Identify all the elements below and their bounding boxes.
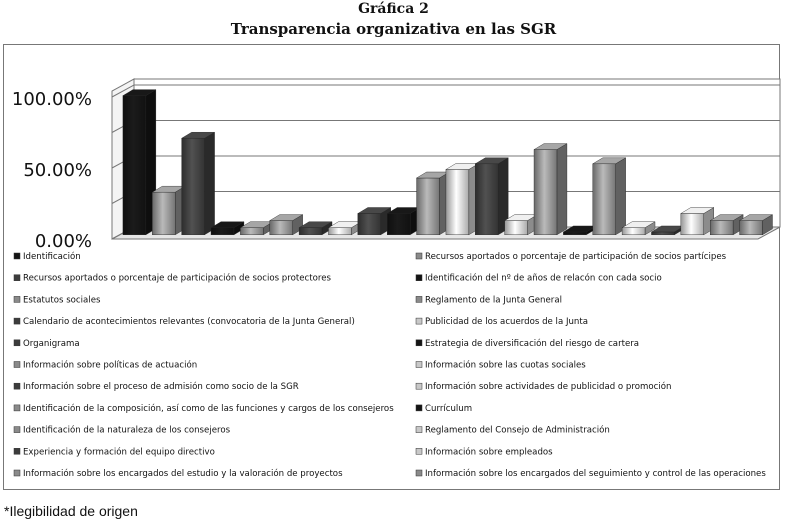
legend-label: Experiencia y formación del equipo directivo — [23, 447, 215, 458]
legend-swatch — [14, 362, 20, 368]
legend-swatch — [14, 448, 20, 454]
legend-swatch — [14, 470, 20, 476]
bar — [710, 215, 743, 235]
legend-label: Información sobre el proceso de admisión como socio de la SGR — [23, 382, 299, 393]
legend-item — [14, 446, 215, 457]
bar-front — [299, 228, 322, 235]
bar-front — [446, 169, 469, 234]
bar-front — [270, 221, 293, 235]
bar-front — [387, 214, 410, 235]
legend-item — [416, 317, 588, 327]
legend-swatch — [416, 253, 422, 259]
legend-swatch — [416, 405, 422, 411]
bar-front — [152, 192, 175, 235]
bar — [534, 144, 567, 235]
legend-swatch — [416, 427, 422, 433]
bar — [446, 163, 479, 234]
bar-front — [740, 221, 763, 235]
legend-label: Organigrama — [23, 338, 80, 349]
bar-front — [328, 228, 351, 235]
legend-label: Estrategia de diversificación del riesgo de cartera — [425, 338, 640, 349]
legend-swatch — [14, 296, 20, 302]
legend-item — [416, 273, 662, 284]
bar — [593, 158, 626, 235]
bar-front — [593, 164, 616, 235]
bar — [182, 132, 215, 235]
legend-swatch — [416, 275, 422, 281]
bar-front — [622, 228, 645, 235]
bar-front — [417, 178, 440, 235]
bar-side — [557, 144, 567, 235]
y-tick-label: 0.00% — [34, 231, 92, 252]
legend — [14, 251, 766, 479]
legend-item — [14, 317, 355, 327]
chart-title: Gráfica 2 — [358, 1, 429, 17]
bar-front — [651, 232, 674, 235]
legend-item — [14, 360, 197, 371]
legend-swatch — [416, 383, 422, 389]
legend-item — [416, 468, 766, 479]
legend-label: Información sobre actividades de publicidad o promoción — [425, 382, 672, 393]
legend-swatch — [416, 470, 422, 476]
legend-item — [416, 446, 553, 457]
legend-item — [416, 360, 586, 371]
legend-label: Información sobre los encargados del estudio y la valoración de proyectos — [23, 469, 343, 479]
bar-front — [211, 228, 234, 235]
legend-item — [416, 404, 472, 414]
bar-front — [563, 232, 586, 235]
bar-front — [534, 150, 557, 235]
legend-item — [416, 338, 639, 349]
bar — [152, 186, 185, 235]
legend-item — [416, 295, 562, 305]
bar — [681, 208, 714, 235]
legend-label: Reglamento del Consejo de Administración — [425, 425, 610, 436]
legend-item — [14, 468, 343, 479]
legend-label: Recursos aportados o porcentaje de participación de socios partícipes — [425, 252, 727, 262]
legend-label: Información sobre las cuotas sociales — [425, 360, 586, 371]
legend-swatch — [14, 383, 20, 389]
footnote: *Ilegibilidad de origen — [4, 503, 138, 519]
bar-front — [123, 96, 146, 235]
bar — [387, 208, 420, 235]
legend-swatch — [14, 253, 20, 259]
bar — [123, 90, 156, 235]
legend-item — [14, 381, 299, 392]
chart-subtitle: Transparencia organizativa en las SGR — [230, 20, 557, 38]
legend-label: Identificación — [23, 252, 81, 262]
legend-label: Identificación de la composición, así como de las funciones y cargos de los consejeros — [23, 403, 394, 414]
legend-swatch — [416, 340, 422, 346]
bar — [740, 215, 773, 235]
legend-label: Identificación de la naturaleza de los consejeros — [23, 425, 231, 436]
legend-item — [14, 339, 80, 349]
legend-item — [416, 251, 727, 262]
legend-swatch — [416, 448, 422, 454]
legend-label: Publicidad de los acuerdos de la Junta — [425, 317, 589, 328]
legend-swatch — [416, 362, 422, 368]
bar — [505, 215, 538, 235]
legend-item — [14, 251, 81, 262]
legend-label: Currículum — [425, 403, 473, 414]
y-tick-label: 50.00% — [23, 160, 92, 181]
bar — [358, 208, 391, 235]
legend-swatch — [14, 405, 20, 411]
bar-front — [475, 164, 498, 235]
legend-label: Información sobre empleados — [425, 447, 553, 458]
bar-side — [205, 132, 215, 235]
legend-label: Reglamento de la Junta General — [425, 295, 562, 306]
legend-label: Información sobre los encargados del seguimiento y control de las operaciones — [425, 469, 766, 479]
bar-side — [616, 158, 626, 235]
legend-item — [416, 381, 671, 392]
legend-item — [14, 425, 231, 436]
legend-swatch — [416, 296, 422, 302]
legend-label: Información sobre políticas de actuación — [23, 360, 198, 371]
legend-swatch — [14, 275, 20, 281]
legend-swatch — [14, 318, 20, 324]
bar-front — [182, 138, 205, 235]
bar — [475, 158, 508, 235]
bar-front — [710, 221, 733, 235]
legend-item — [14, 403, 394, 414]
bar — [417, 172, 450, 235]
bar — [270, 215, 303, 235]
legend-swatch — [14, 427, 20, 433]
legend-swatch — [14, 340, 20, 346]
bar-front — [358, 214, 381, 235]
legend-label: Identificación del nº de años de relacón con cada socio — [425, 273, 662, 284]
legend-item — [416, 425, 610, 436]
legend-item — [14, 273, 331, 284]
legend-label: Recursos aportados o porcentaje de participación de socios protectores — [23, 273, 331, 284]
bar-front — [240, 228, 263, 235]
legend-label: Estatutos sociales — [23, 295, 101, 306]
legend-item — [14, 295, 101, 305]
y-tick-label: 100.00% — [11, 89, 92, 110]
legend-swatch — [416, 318, 422, 324]
bar-front — [681, 214, 704, 235]
legend-label: Calendario de acontecimientos relevantes (convocatoria de la Junta General) — [23, 317, 355, 328]
bar-front — [505, 221, 528, 235]
